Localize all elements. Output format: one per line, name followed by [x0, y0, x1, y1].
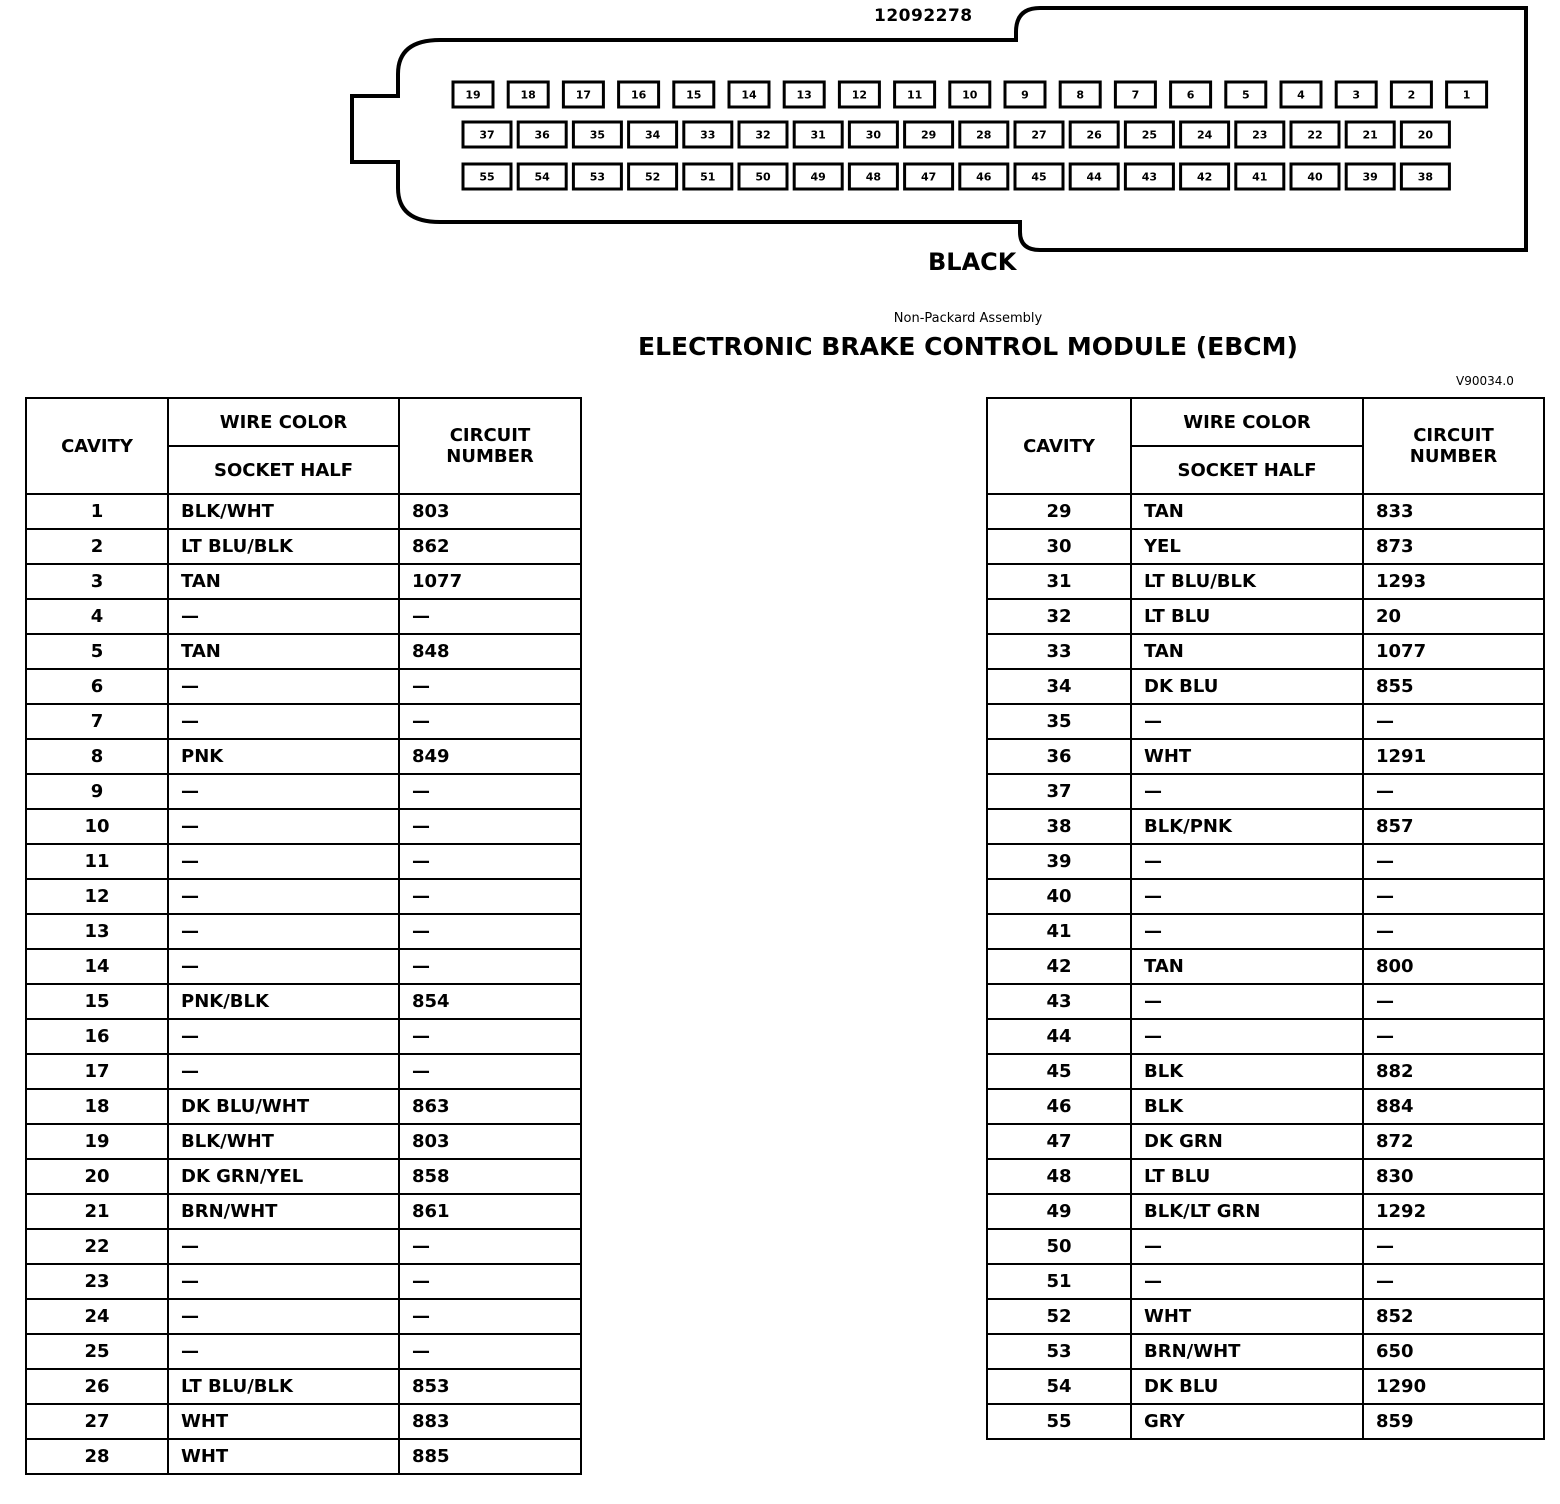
wire-color-cell: DK BLU/WHT — [168, 1089, 399, 1124]
cavity-number: 41 — [1252, 170, 1268, 184]
circuit-number-cell: — — [1363, 879, 1544, 914]
circuit-number-cell: 861 — [399, 1194, 581, 1229]
table-row — [987, 914, 1544, 949]
table-row — [26, 1439, 581, 1474]
cavity-cell: 8 — [26, 739, 168, 774]
subtitle: Non-Packard Assembly — [893, 311, 1043, 326]
cavity-cell: 12 — [26, 879, 168, 914]
table-row — [26, 1019, 581, 1054]
wire-color-cell: — — [168, 1229, 399, 1264]
cavity-cell: 39 — [987, 844, 1131, 879]
cavity-cell: 38 — [987, 809, 1131, 844]
circuit-number-cell: — — [1363, 704, 1544, 739]
wire-color-cell: TAN — [1131, 949, 1363, 984]
cavity-number: 44 — [1086, 170, 1102, 184]
table-row — [26, 879, 581, 914]
table-row — [987, 774, 1544, 809]
circuit-number-cell: — — [399, 949, 581, 984]
cavity-cell: 51 — [987, 1264, 1131, 1299]
cavity-cell: 52 — [987, 1299, 1131, 1334]
cavity-cell: 32 — [987, 599, 1131, 634]
wire-color-cell: DK GRN — [1131, 1124, 1363, 1159]
circuit-number-cell: 852 — [1363, 1299, 1544, 1334]
cavity-number: 3 — [1352, 88, 1361, 102]
circuit-number-cell: — — [399, 774, 581, 809]
cavity-number: 47 — [920, 170, 937, 184]
wire-color-cell: — — [1131, 1229, 1363, 1264]
cavity-number: 2 — [1407, 88, 1416, 102]
cavity-cell: 41 — [987, 914, 1131, 949]
circuit-number-cell: — — [399, 704, 581, 739]
cavity-number: 45 — [1031, 170, 1047, 184]
cavity-cell: 40 — [987, 879, 1131, 914]
cavity-cell: 14 — [26, 949, 168, 984]
circuit-number-cell: — — [399, 669, 581, 704]
wire-color-cell: BLK/WHT — [168, 494, 399, 529]
circuit-number-cell: 885 — [399, 1439, 581, 1474]
wire-color-cell: — — [1131, 844, 1363, 879]
circuit-number-cell: 862 — [399, 529, 581, 564]
cavity-number: 53 — [589, 170, 606, 184]
circuit-number-cell: 650 — [1363, 1334, 1544, 1369]
table-row — [987, 1369, 1544, 1404]
cavity-number: 5 — [1241, 88, 1250, 102]
cavity-cell: 29 — [987, 494, 1131, 529]
table-row — [26, 984, 581, 1019]
header-circuit-number — [1363, 398, 1544, 494]
wire-color-cell: PNK/BLK — [168, 984, 399, 1019]
wire-color-cell: WHT — [1131, 1299, 1363, 1334]
wire-color-cell: — — [1131, 1019, 1363, 1054]
circuit-number-cell: 883 — [399, 1404, 581, 1439]
circuit-number-cell: 859 — [1363, 1404, 1544, 1439]
wire-color-cell: — — [168, 809, 399, 844]
wire-color-cell: GRY — [1131, 1404, 1363, 1439]
cavity-cell: 28 — [26, 1439, 168, 1474]
table-row — [26, 1054, 581, 1089]
circuit-number-cell: 882 — [1363, 1054, 1544, 1089]
cavity-number: 28 — [976, 128, 992, 142]
header-wire-color: WIRE COLOR — [168, 398, 399, 446]
wire-color-cell: — — [168, 879, 399, 914]
circuit-number-cell: — — [1363, 914, 1544, 949]
cavity-cell: 27 — [26, 1404, 168, 1439]
table-row — [26, 634, 581, 669]
cavity-cell: 48 — [987, 1159, 1131, 1194]
cavity-number: 20 — [1417, 128, 1434, 142]
wire-color-cell: — — [168, 599, 399, 634]
wire-color-cell: LT BLU/BLK — [168, 1369, 399, 1404]
cavity-number: 43 — [1141, 170, 1158, 184]
cavity-cell: 45 — [987, 1054, 1131, 1089]
circuit-number-cell: 803 — [399, 494, 581, 529]
cavity-cell: 42 — [987, 949, 1131, 984]
cavity-number: 26 — [1086, 128, 1102, 142]
wire-color-cell: TAN — [1131, 634, 1363, 669]
table-row — [26, 704, 581, 739]
table-row — [26, 529, 581, 564]
wire-color-cell: — — [168, 949, 399, 984]
cavity-number: 25 — [1141, 128, 1158, 142]
circuit-number-cell: — — [399, 914, 581, 949]
wire-color-cell: LT BLU/BLK — [1131, 564, 1363, 599]
table-row — [987, 1089, 1544, 1124]
cavity-number: 35 — [589, 128, 606, 142]
table-row — [26, 1124, 581, 1159]
table-row — [26, 1264, 581, 1299]
cavity-cell: 1 — [26, 494, 168, 529]
cavity-cell: 34 — [987, 669, 1131, 704]
circuit-number-cell: 1077 — [399, 564, 581, 599]
wire-color-cell: LT BLU — [1131, 599, 1363, 634]
cavity-cell: 54 — [987, 1369, 1131, 1404]
circuit-number-cell: 854 — [399, 984, 581, 1019]
cavity-number: 46 — [976, 170, 992, 184]
circuit-number-cell: — — [399, 599, 581, 634]
table-row — [26, 564, 581, 599]
circuit-number-cell: — — [399, 1229, 581, 1264]
part-number: 12092278 — [874, 6, 973, 26]
circuit-number-cell: 803 — [399, 1124, 581, 1159]
table-row — [26, 599, 581, 634]
cavity-number: 22 — [1307, 128, 1323, 142]
table-row — [26, 809, 581, 844]
cavity-cell: 22 — [26, 1229, 168, 1264]
wire-color-cell: WHT — [1131, 739, 1363, 774]
circuit-number-cell: — — [1363, 1264, 1544, 1299]
wire-color-cell: BLK/WHT — [168, 1124, 399, 1159]
header-circuit-number — [399, 398, 581, 494]
wire-color-cell: TAN — [1131, 494, 1363, 529]
cavity-number: 13 — [796, 88, 812, 102]
header-wire-color: WIRE COLOR — [1131, 398, 1363, 446]
wire-color-cell: BRN/WHT — [168, 1194, 399, 1229]
cavity-cell: 36 — [987, 739, 1131, 774]
circuit-number-cell: 849 — [399, 739, 581, 774]
cavity-cell: 26 — [26, 1369, 168, 1404]
cavity-number: 23 — [1252, 128, 1268, 142]
wire-color-cell: LT BLU — [1131, 1159, 1363, 1194]
table-row — [26, 494, 581, 529]
wire-color-cell: LT BLU/BLK — [168, 529, 399, 564]
wire-color-cell: — — [168, 1299, 399, 1334]
cavity-number: 51 — [700, 170, 716, 184]
wire-color-cell: — — [168, 1054, 399, 1089]
table-row — [987, 1054, 1544, 1089]
pinout-table-left — [25, 397, 582, 1475]
header-number: NUMBER — [1409, 446, 1498, 467]
cavity-number: 6 — [1186, 88, 1195, 102]
circuit-number-cell: 20 — [1363, 599, 1544, 634]
table-row — [987, 1299, 1544, 1334]
cavity-number: 16 — [630, 88, 647, 102]
table-row — [987, 1019, 1544, 1054]
circuit-number-cell: 1292 — [1363, 1194, 1544, 1229]
header-cavity: CAVITY — [987, 398, 1131, 494]
table-row — [26, 1299, 581, 1334]
wire-color-cell: — — [1131, 879, 1363, 914]
table-row — [987, 879, 1544, 914]
cavity-number: 39 — [1362, 170, 1378, 184]
wire-color-cell: YEL — [1131, 529, 1363, 564]
cavity-cell: 20 — [26, 1159, 168, 1194]
circuit-number-cell: 884 — [1363, 1089, 1544, 1124]
cavity-number: 37 — [479, 128, 495, 142]
circuit-number-cell: 858 — [399, 1159, 581, 1194]
cavity-cell: 7 — [26, 704, 168, 739]
table-row — [26, 1334, 581, 1369]
wire-color-cell: BLK/PNK — [1131, 809, 1363, 844]
cavity-cell: 23 — [26, 1264, 168, 1299]
circuit-number-cell: 1293 — [1363, 564, 1544, 599]
table-row — [987, 739, 1544, 774]
table-row — [26, 774, 581, 809]
cavity-number: 11 — [906, 88, 923, 102]
cavity-number: 30 — [865, 128, 882, 142]
wire-color-cell: — — [168, 1019, 399, 1054]
table-row — [987, 669, 1544, 704]
circuit-number-cell: — — [1363, 844, 1544, 879]
wire-color-cell: — — [168, 1334, 399, 1369]
circuit-number-cell: 1077 — [1363, 634, 1544, 669]
circuit-number-cell: — — [399, 1019, 581, 1054]
cavity-number: 40 — [1307, 170, 1323, 184]
table-row — [987, 634, 1544, 669]
cavity-cell: 4 — [26, 599, 168, 634]
wire-color-cell: TAN — [168, 564, 399, 599]
cavity-cell: 19 — [26, 1124, 168, 1159]
circuit-number-cell: 873 — [1363, 529, 1544, 564]
circuit-number-cell: 800 — [1363, 949, 1544, 984]
cavity-number: 17 — [575, 88, 592, 102]
cavity-number: 12 — [851, 88, 868, 102]
header-cavity: CAVITY — [26, 398, 168, 494]
cavity-number: 29 — [920, 128, 937, 142]
table-row — [26, 1404, 581, 1439]
cavity-cell: 24 — [26, 1299, 168, 1334]
table-row — [987, 529, 1544, 564]
table-row — [26, 949, 581, 984]
cavity-number: 21 — [1362, 128, 1378, 142]
cavity-number: 24 — [1196, 128, 1213, 142]
cavity-cell: 30 — [987, 529, 1131, 564]
cavity-number: 9 — [1021, 88, 1029, 102]
wire-color-cell: — — [1131, 914, 1363, 949]
cavity-number: 48 — [865, 170, 882, 184]
table-row — [987, 1194, 1544, 1229]
table-row — [987, 844, 1544, 879]
cavity-cell: 16 — [26, 1019, 168, 1054]
cavity-cell: 25 — [26, 1334, 168, 1369]
circuit-number-cell: — — [399, 1264, 581, 1299]
wire-color-cell: DK BLU — [1131, 669, 1363, 704]
table-row — [26, 914, 581, 949]
cavity-cell: 49 — [987, 1194, 1131, 1229]
cavity-cell: 33 — [987, 634, 1131, 669]
circuit-number-cell: 857 — [1363, 809, 1544, 844]
wire-color-cell: — — [1131, 1264, 1363, 1299]
cavity-cell: 50 — [987, 1229, 1131, 1264]
cavity-number: 33 — [700, 128, 716, 142]
cavity-cell: 31 — [987, 564, 1131, 599]
wire-color-cell: WHT — [168, 1439, 399, 1474]
cavity-cell: 5 — [26, 634, 168, 669]
cavity-cell: 9 — [26, 774, 168, 809]
cavity-cell: 47 — [987, 1124, 1131, 1159]
cavity-cell: 21 — [26, 1194, 168, 1229]
cavity-cell: 18 — [26, 1089, 168, 1124]
table-row — [987, 704, 1544, 739]
cavity-cell: 11 — [26, 844, 168, 879]
cavity-number: 19 — [465, 88, 481, 102]
cavity-number: 15 — [686, 88, 702, 102]
table-row — [987, 494, 1544, 529]
cavity-number: 54 — [534, 170, 550, 184]
table-row — [987, 1124, 1544, 1159]
circuit-number-cell: — — [1363, 1019, 1544, 1054]
cavity-number: 38 — [1417, 170, 1434, 184]
header-socket-half: SOCKET HALF — [168, 446, 399, 494]
table-row — [26, 844, 581, 879]
reference-code: V90034.0 — [1456, 374, 1514, 388]
cavity-cell: 37 — [987, 774, 1131, 809]
cavity-number: 52 — [644, 170, 661, 184]
table-row — [987, 599, 1544, 634]
table-row — [987, 1159, 1544, 1194]
header-circuit: CIRCUIT — [449, 425, 531, 446]
wire-color-cell: TAN — [168, 634, 399, 669]
circuit-number-cell: 872 — [1363, 1124, 1544, 1159]
wire-color-cell: BLK — [1131, 1054, 1363, 1089]
circuit-number-cell: 855 — [1363, 669, 1544, 704]
circuit-number-cell: 853 — [399, 1369, 581, 1404]
table-row — [26, 1089, 581, 1124]
table-row — [26, 669, 581, 704]
circuit-number-cell: 863 — [399, 1089, 581, 1124]
cavity-number: 27 — [1031, 128, 1047, 142]
table-row — [26, 1369, 581, 1404]
cavity-number: 34 — [644, 128, 661, 142]
cavity-cell: 35 — [987, 704, 1131, 739]
table-row — [26, 1194, 581, 1229]
header-socket-half: SOCKET HALF — [1131, 446, 1363, 494]
circuit-number-cell: — — [399, 1334, 581, 1369]
wire-color-cell: WHT — [168, 1404, 399, 1439]
circuit-number-cell: 830 — [1363, 1159, 1544, 1194]
wire-color-cell: — — [168, 1264, 399, 1299]
circuit-number-cell: — — [399, 844, 581, 879]
cavity-number: 32 — [755, 128, 771, 142]
cavity-number: 55 — [479, 170, 495, 184]
wire-color-cell: — — [168, 704, 399, 739]
cavity-cell: 44 — [987, 1019, 1131, 1054]
wire-color-cell: BLK/LT GRN — [1131, 1194, 1363, 1229]
circuit-number-cell: — — [1363, 984, 1544, 1019]
wire-color-cell: — — [168, 844, 399, 879]
table-row — [987, 949, 1544, 984]
wire-color-cell: DK GRN/YEL — [168, 1159, 399, 1194]
cavity-cell: 10 — [26, 809, 168, 844]
table-row — [26, 739, 581, 774]
table-row — [987, 1404, 1544, 1439]
wire-color-cell: — — [168, 914, 399, 949]
circuit-number-cell: — — [1363, 774, 1544, 809]
circuit-number-cell: 1290 — [1363, 1369, 1544, 1404]
cavity-cell: 55 — [987, 1404, 1131, 1439]
cavity-cell: 6 — [26, 669, 168, 704]
wire-color-cell: BLK — [1131, 1089, 1363, 1124]
cavity-number: 50 — [755, 170, 771, 184]
cavity-number: 4 — [1297, 88, 1305, 102]
circuit-number-cell: — — [399, 1299, 581, 1334]
table-row — [987, 984, 1544, 1019]
wire-color-cell: — — [168, 669, 399, 704]
cavity-number: 36 — [534, 128, 550, 142]
cavity-cell: 46 — [987, 1089, 1131, 1124]
circuit-number-cell: 833 — [1363, 494, 1544, 529]
wire-color-cell: — — [1131, 774, 1363, 809]
cavity-number: 42 — [1196, 170, 1213, 184]
circuit-number-cell: — — [1363, 1229, 1544, 1264]
connector-color-label: BLACK — [928, 248, 1017, 276]
circuit-number-cell: 848 — [399, 634, 581, 669]
cavity-cell: 17 — [26, 1054, 168, 1089]
wire-color-cell: — — [1131, 984, 1363, 1019]
cavity-number: 7 — [1131, 88, 1140, 102]
table-row — [26, 1229, 581, 1264]
pinout-table-right — [986, 397, 1545, 1440]
cavity-number: 8 — [1076, 88, 1085, 102]
table-row — [987, 564, 1544, 599]
wire-color-cell: — — [168, 774, 399, 809]
cavity-number: 18 — [520, 88, 536, 102]
page-title: ELECTRONIC BRAKE CONTROL MODULE (EBCM) — [638, 332, 1298, 361]
wire-color-cell: PNK — [168, 739, 399, 774]
circuit-number-cell: — — [399, 879, 581, 914]
cavity-number: 14 — [741, 88, 757, 102]
cavity-cell: 2 — [26, 529, 168, 564]
wire-color-cell: — — [1131, 704, 1363, 739]
cavity-number: 10 — [962, 88, 978, 102]
circuit-number-cell: — — [399, 809, 581, 844]
cavity-number: 49 — [810, 170, 826, 184]
table-row — [987, 1229, 1544, 1264]
circuit-number-cell: — — [399, 1054, 581, 1089]
cavity-cell: 53 — [987, 1334, 1131, 1369]
table-row — [987, 1334, 1544, 1369]
connector-diagram — [0, 0, 1560, 290]
cavity-grid — [453, 82, 1487, 189]
wire-color-cell: DK BLU — [1131, 1369, 1363, 1404]
cavity-number: 1 — [1462, 88, 1471, 102]
table-row — [987, 809, 1544, 844]
cavity-number: 31 — [810, 128, 826, 142]
cavity-cell: 13 — [26, 914, 168, 949]
cavity-cell: 3 — [26, 564, 168, 599]
header-circuit: CIRCUIT — [1413, 425, 1494, 446]
cavity-cell: 43 — [987, 984, 1131, 1019]
header-number: NUMBER — [446, 446, 534, 467]
cavity-cell: 15 — [26, 984, 168, 1019]
table-row — [987, 1264, 1544, 1299]
connector-outline — [352, 8, 1526, 250]
table-row — [26, 1159, 581, 1194]
circuit-number-cell: 1291 — [1363, 739, 1544, 774]
wire-color-cell: BRN/WHT — [1131, 1334, 1363, 1369]
